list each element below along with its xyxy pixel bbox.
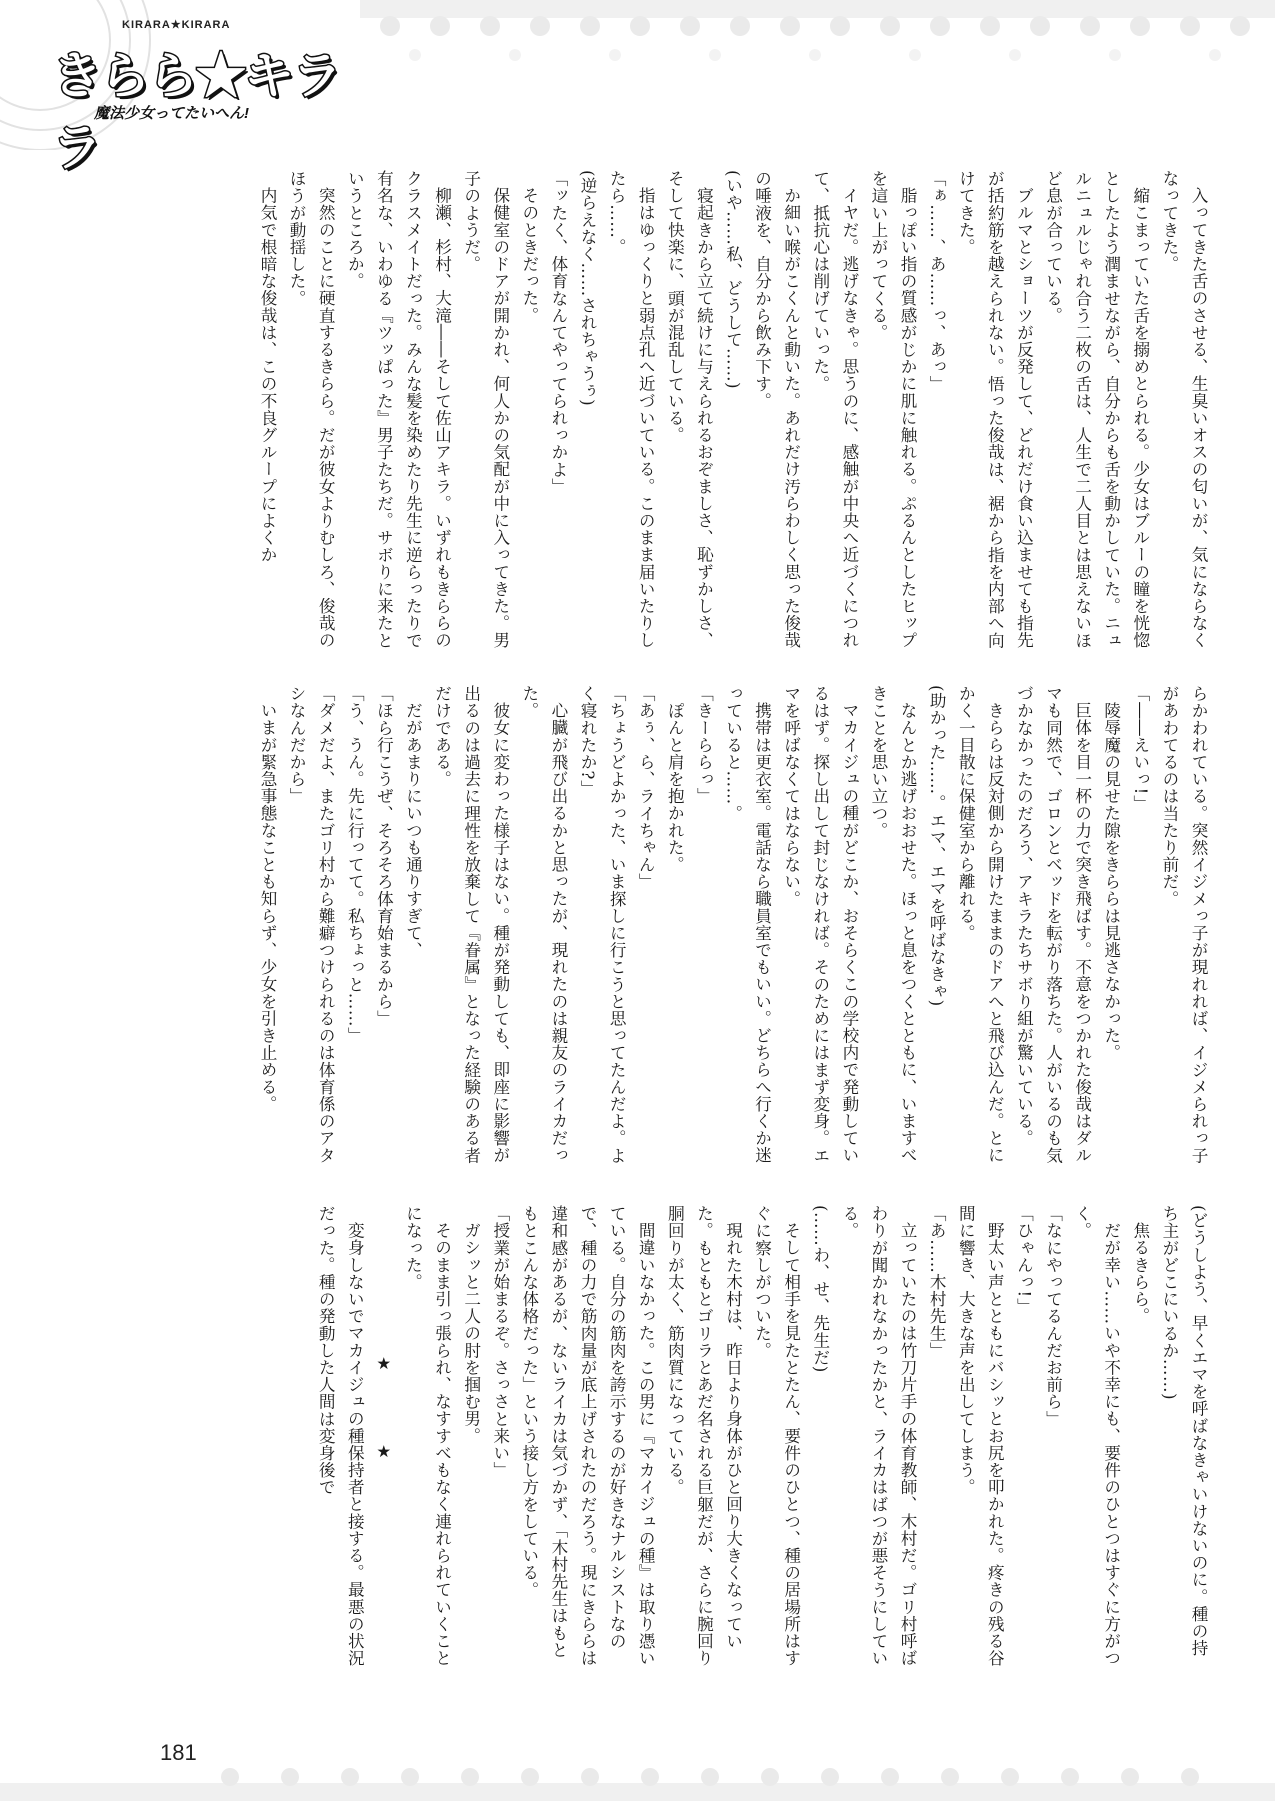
paragraph: 内気で根暗な俊哉は、この不良グループによくか [258,186,277,563]
paragraph: (助かった……。エマ、エマを呼ばなきゃ) [927,685,947,1007]
paragraph: (逆らえなく……されちゃうぅ) [578,170,598,407]
paragraph: 「きーららっ」 [694,685,714,805]
paragraph: 「あぅ、ら、ライちゃん」 [636,685,656,891]
paragraph: らかわれている。突然イジメっ子が現れれば、イジメられっ子があわてるのは当たり前だ。 [1159,685,1208,1164]
paragraph: 「あ……木村先生」 [927,1205,947,1359]
paragraph: だがあまりにいつも通りすぎて、 [403,701,423,959]
logo-romaji: KIRARA★KIRARA [122,19,231,31]
paragraph: 立っていたのは竹刀片手の体育教師、木村だ。ゴリ村呼ばわりが聞かれなかったかと、ライカはばつが悪そうにしている。 [839,1205,918,1667]
paragraph: 陵辱魔の見せた隙をきららは見逃さなかった。 [1101,701,1121,1061]
paragraph: 「授業が始まるぞ。さっさと来い」 [490,1205,510,1479]
paragraph: (……わ、せ、先生だ) [810,1205,830,1373]
paragraph: 「なにやってるんだお前ら」 [1043,1205,1063,1428]
paragraph: 携帯は更衣室。電話なら職員室でもいい。どちらへ行くか迷っていると……。 [723,685,772,1164]
paragraph: 心臓が飛び出るかと思ったが、現れたのは親友のライカだった。 [519,685,568,1164]
paragraph: そのまま引っ張られ、なすすべもなく連れられていくことになった。 [403,1205,452,1667]
text-tier-3 [213,1205,1213,1670]
page-number: 181 [160,1740,197,1765]
paragraph: そのときだった。 [519,186,539,324]
paragraph: 「ひゃんっ!」 [1014,1205,1034,1315]
paragraph: なんとか逃げおおせた。ほっと息をつくとともに、いますべきことを思い立つ。 [868,685,918,1164]
paragraph: 「ダメだよ、またゴリ村から難癖つけられるのは体育係のアタシなんだから」 [287,685,336,1164]
paragraph: 指はゆっくりと弱点孔へ近づいている。このまま届いたりしたら……。 [607,170,656,649]
paragraph: (いや……私、どうして……) [723,170,743,390]
paragraph: きららは反対側から開けたままのドアへと飛び込んだ。とにかく一目散に保健室から離れる。 [956,685,1005,1164]
paragraph: ぽんと肩を抱かれた。 [665,701,685,873]
paragraph: ブルマとショーツが反発して、どれだけ食い込ませても指先が括約筋を越えられない。悟った俊哉は、裾から指を内部へ向けてきた。 [956,170,1034,649]
paragraph: 変身しないでマカイジュの種保持者と接する。最悪の状況だった。種の発動した人間は変身後で [316,1205,365,1667]
paragraph: 「ちょうどよかった、いま探しに行こうと思ってたんだよ。よく寝れたか?」 [578,685,627,1164]
paragraph: 寝起きから立て続けに与えられるおぞましさ、恥ずかしさ、そして快楽に、頭が混乱している。 [665,170,714,649]
paragraph: 「ほら行こうぜ、そろそろ体育始まるから」 [374,685,394,1027]
paragraph: 保健室のドアが開かれ、何人かの気配が中に入ってきた。男子のようだ。 [461,170,510,649]
paragraph: ガシッと二人の肘を掴む男。 [461,1221,481,1444]
paragraph: 突然のことに硬直するきらら。だが彼女よりむしろ、俊哉のほうが動揺した。 [287,170,336,649]
paragraph: 脂っぽい指の質感がじかに肌に触れる。ぷるんとしたヒップを這い上がってくる。 [868,170,918,649]
paragraph: イヤだ。逃げなきゃ。思うのに、感触が中央へ近づくにつれて、抵抗心は削げていった。 [810,170,859,649]
logo-subtitle: 魔法少女ってたいへん! [94,105,249,122]
paragraph: 間違いなかった。この男に『マカイジュの種』は取り憑いている。自分の筋肉を誇示するのが好きなナルシストなので、種の力で筋肉量が底上げされたのだろう。現にきららは違和感があるが、ないライカは気づかず、「木村先生はもともとこんな体格だった」という接し方をしている。 [519,1205,656,1667]
paragraph: 縮こまっていた舌を搦めとられる。少女はブルーの瞳を恍惚としたよう潤ませながら、自分からも舌を動かしていた。ニュルニュルじゃれ合う二枚の舌は、人生で二人目とは思えないほど息が合っている。 [1043,170,1150,649]
paragraph: 野太い声とともにバシッとお尻を叩かれた。疼きの残る谷間に響き、大きな声を出してしまう。 [956,1205,1005,1667]
paragraph: か細い喉がこくんと動いた。あれだけ汚らわしく思った俊哉の唾液を、自分から飲み下す。 [752,170,801,649]
paragraph: だが幸い……いや不幸にも、要件のひとつはすぐに方がつく。 [1072,1205,1121,1667]
logo-title: きらら★キララ [52,48,340,176]
paragraph: (どうしよう、早くエマを呼ばなきゃいけないのに。種の持ち主がどこにいるか……) [1159,1205,1208,1657]
text-tier-2 [213,685,1213,1165]
paragraph: 「――えいっ!」 [1130,685,1150,812]
paragraph: 「う、うん。先に行ってて。私ちょっと……」 [345,685,365,1045]
text-tier-1 [213,170,1213,650]
paragraph: そして相手を見たとたん、要件のひとつ、種の居場所はすぐに察しがついた。 [752,1205,801,1667]
series-logo [52,18,372,176]
paragraph: 「ぁ……、あ……っ、あっ」 [927,170,947,393]
paragraph: 彼女に変わった様子はない。種が発動しても、即座に影響が出るのは過去に理性を放棄して『眷属』となった経験のある者だけである。 [432,685,510,1164]
paragraph: いまが緊急事態なことも知らず、少女を引き止める。 [258,701,277,1112]
paragraph: 現れた木村は、昨日より身体がひと回り大きくなっていた。もともとゴリラとあだ名される巨躯だが、さらに腕回り胴回りが太く、筋肉質になっている。 [665,1205,743,1667]
paragraph: 巨体を目一杯の力で突き飛ばす。不意をつかれた俊哉はダルマも同然で、ゴロンとベッドを転がり落ちた。人がいるのも気づかなかったのだろう、アキラたちサボり組が驚いている。 [1014,685,1092,1164]
paragraph: 柳瀬、杉村、大滝――そして佐山アキラ。いずれもきららのクラスメイトだった。みんな髪を染めたり先生に逆らったりで有名な、いわゆる『ツッぱった』男子たちだ。サボりに来たというところか。 [345,170,452,649]
paragraph: マカイジュの種がどこか、おそらくこの学校内で発動しているはず。探し出して封じなければ。そのためにはまず変身。エマを呼ばなくてはならない。 [781,685,859,1164]
paragraph: 「ッたく、体育なんてやってられっかよ」 [548,170,568,495]
paragraph: ★ ★ [374,1354,394,1462]
paragraph: 入ってきた舌のさせる、生臭いオスの匂いが、気にならなくなってきた。 [1159,170,1208,649]
paragraph: 焦るきらら。 [1130,1221,1150,1325]
